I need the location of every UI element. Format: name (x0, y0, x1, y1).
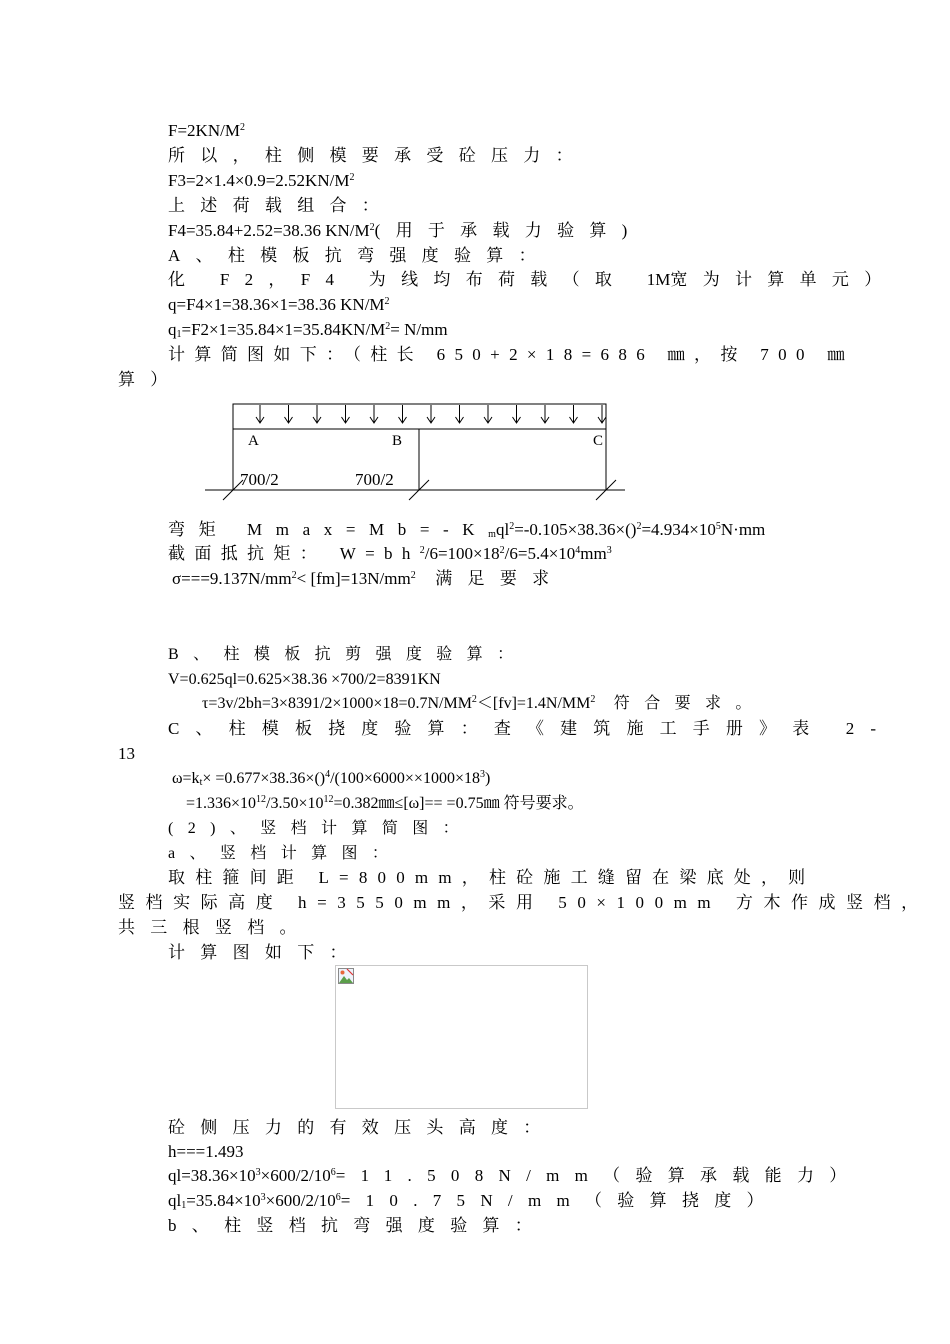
text-line: $ql_1=35.84\times 10^3\times 600/2/10^6=10.75N/mm$（验算挠度） (168, 1191, 779, 1211)
label-b: B (392, 433, 403, 449)
text-line: $q_1=F2\times 1=35.84\times 1=35.84KN/M^2= N/mm$ (168, 320, 448, 340)
distributed-load (233, 404, 606, 429)
label-a: A (248, 433, 259, 449)
section-heading-2: (2)、竖档计算简图： (168, 820, 474, 837)
text-line: 砼侧压力的有效压头高度： (168, 1118, 556, 1137)
load-arrows (256, 405, 606, 423)
label-c: C (593, 433, 604, 449)
broken-image-icon (338, 968, 354, 984)
text-line: $ql=38.36\times 10^3\times 600/2/10^6=11.508N/mm$（验算承载能力） (168, 1166, 862, 1185)
text-line: $F3=2\times 1.4\times 0.9=2.52KN/M^2$ (168, 171, 355, 190)
text-line: $\tau=3v/2bh=3\times 8391/2\times 1000\times 18=0.7N/MM^2<[fv]=1.4N/MM^2$ 符合要求。 (202, 694, 766, 712)
section-heading-c: C、柱模板挠度验算：查《建筑施工手册》表 2- (168, 719, 893, 738)
text-line: 13 (118, 744, 135, 763)
text-line: $=1.336\times 10^{12}/3.50\times 10^{12}=0.382㎜\le[\omega]==$ =0.75㎜ 符号要求。 (186, 794, 584, 812)
beam-load-diagram (200, 400, 630, 510)
section-heading-b: B、柱模板抗剪强度验算： (168, 646, 528, 663)
text-line: 计算简图如下：（柱长 650+2×18=686 ㎜，按 700 ㎜ (168, 345, 854, 364)
text-line: 截面抵抗矩： $W=bh^2/6=100\times 18^2/6=5.4\times 10^4mm^3$ (168, 544, 612, 563)
text-line: 弯矩 $Mmax=Mb=-K_mql^2=-0.105\times 38.36\times()^2=4.934\times 10^5N\cdot mm$ (168, 520, 766, 540)
text-line: $\sigma===9.137N/mm^2< [fm]=13N/mm^2$ 满足要求 (172, 569, 565, 588)
text-line: $\omega=k_t\times =0.677\times 38.36\times()^4/(100\times 6000\times\times 1000\times 18^3)$ (172, 769, 491, 788)
text-line: 竖档实际高度 h=3550mm，采用 50×100mm 方木作成竖档， (118, 893, 929, 912)
text-line: 上述荷载组合： (168, 196, 395, 215)
text-line: 化 F2，F4 为线均布荷载（取 1M宽为计算单元） (168, 270, 897, 289)
text-line: q=F4×1=38.36×1=38.36 $KN/M^2$ (168, 295, 390, 314)
section-heading-a: A、柱模板抗弯强度验算： (168, 246, 551, 265)
section-heading-b2: b、柱竖档抗弯强度验算： (168, 1216, 548, 1235)
span-label-2: 700/2 (355, 470, 394, 489)
text-line: $F=2KN/M^2$ (168, 121, 245, 140)
text-line: 算） (118, 370, 183, 389)
text-line: 共三根竖档。 (118, 918, 312, 937)
text-line: V=0.625ql=0.625×38.36 ×700/2=8391KN (168, 671, 441, 688)
text-line: F4=35.84+2.52=38.36 $KN/M^2$(用于承载力验算) (168, 221, 643, 240)
text-line: 所以，柱侧模要承受砼压力： (168, 146, 588, 165)
span-label-1: 700/2 (240, 470, 279, 489)
text-line: 计算图如下： (168, 943, 362, 962)
section-heading-a2: a、竖档计算图： (168, 845, 403, 862)
text-line: h===1.493 (168, 1142, 244, 1161)
image-placeholder (335, 965, 588, 1109)
text-line: 取柱箍间距 L=800mm，柱砼施工缝留在梁底处，则 (168, 868, 816, 887)
